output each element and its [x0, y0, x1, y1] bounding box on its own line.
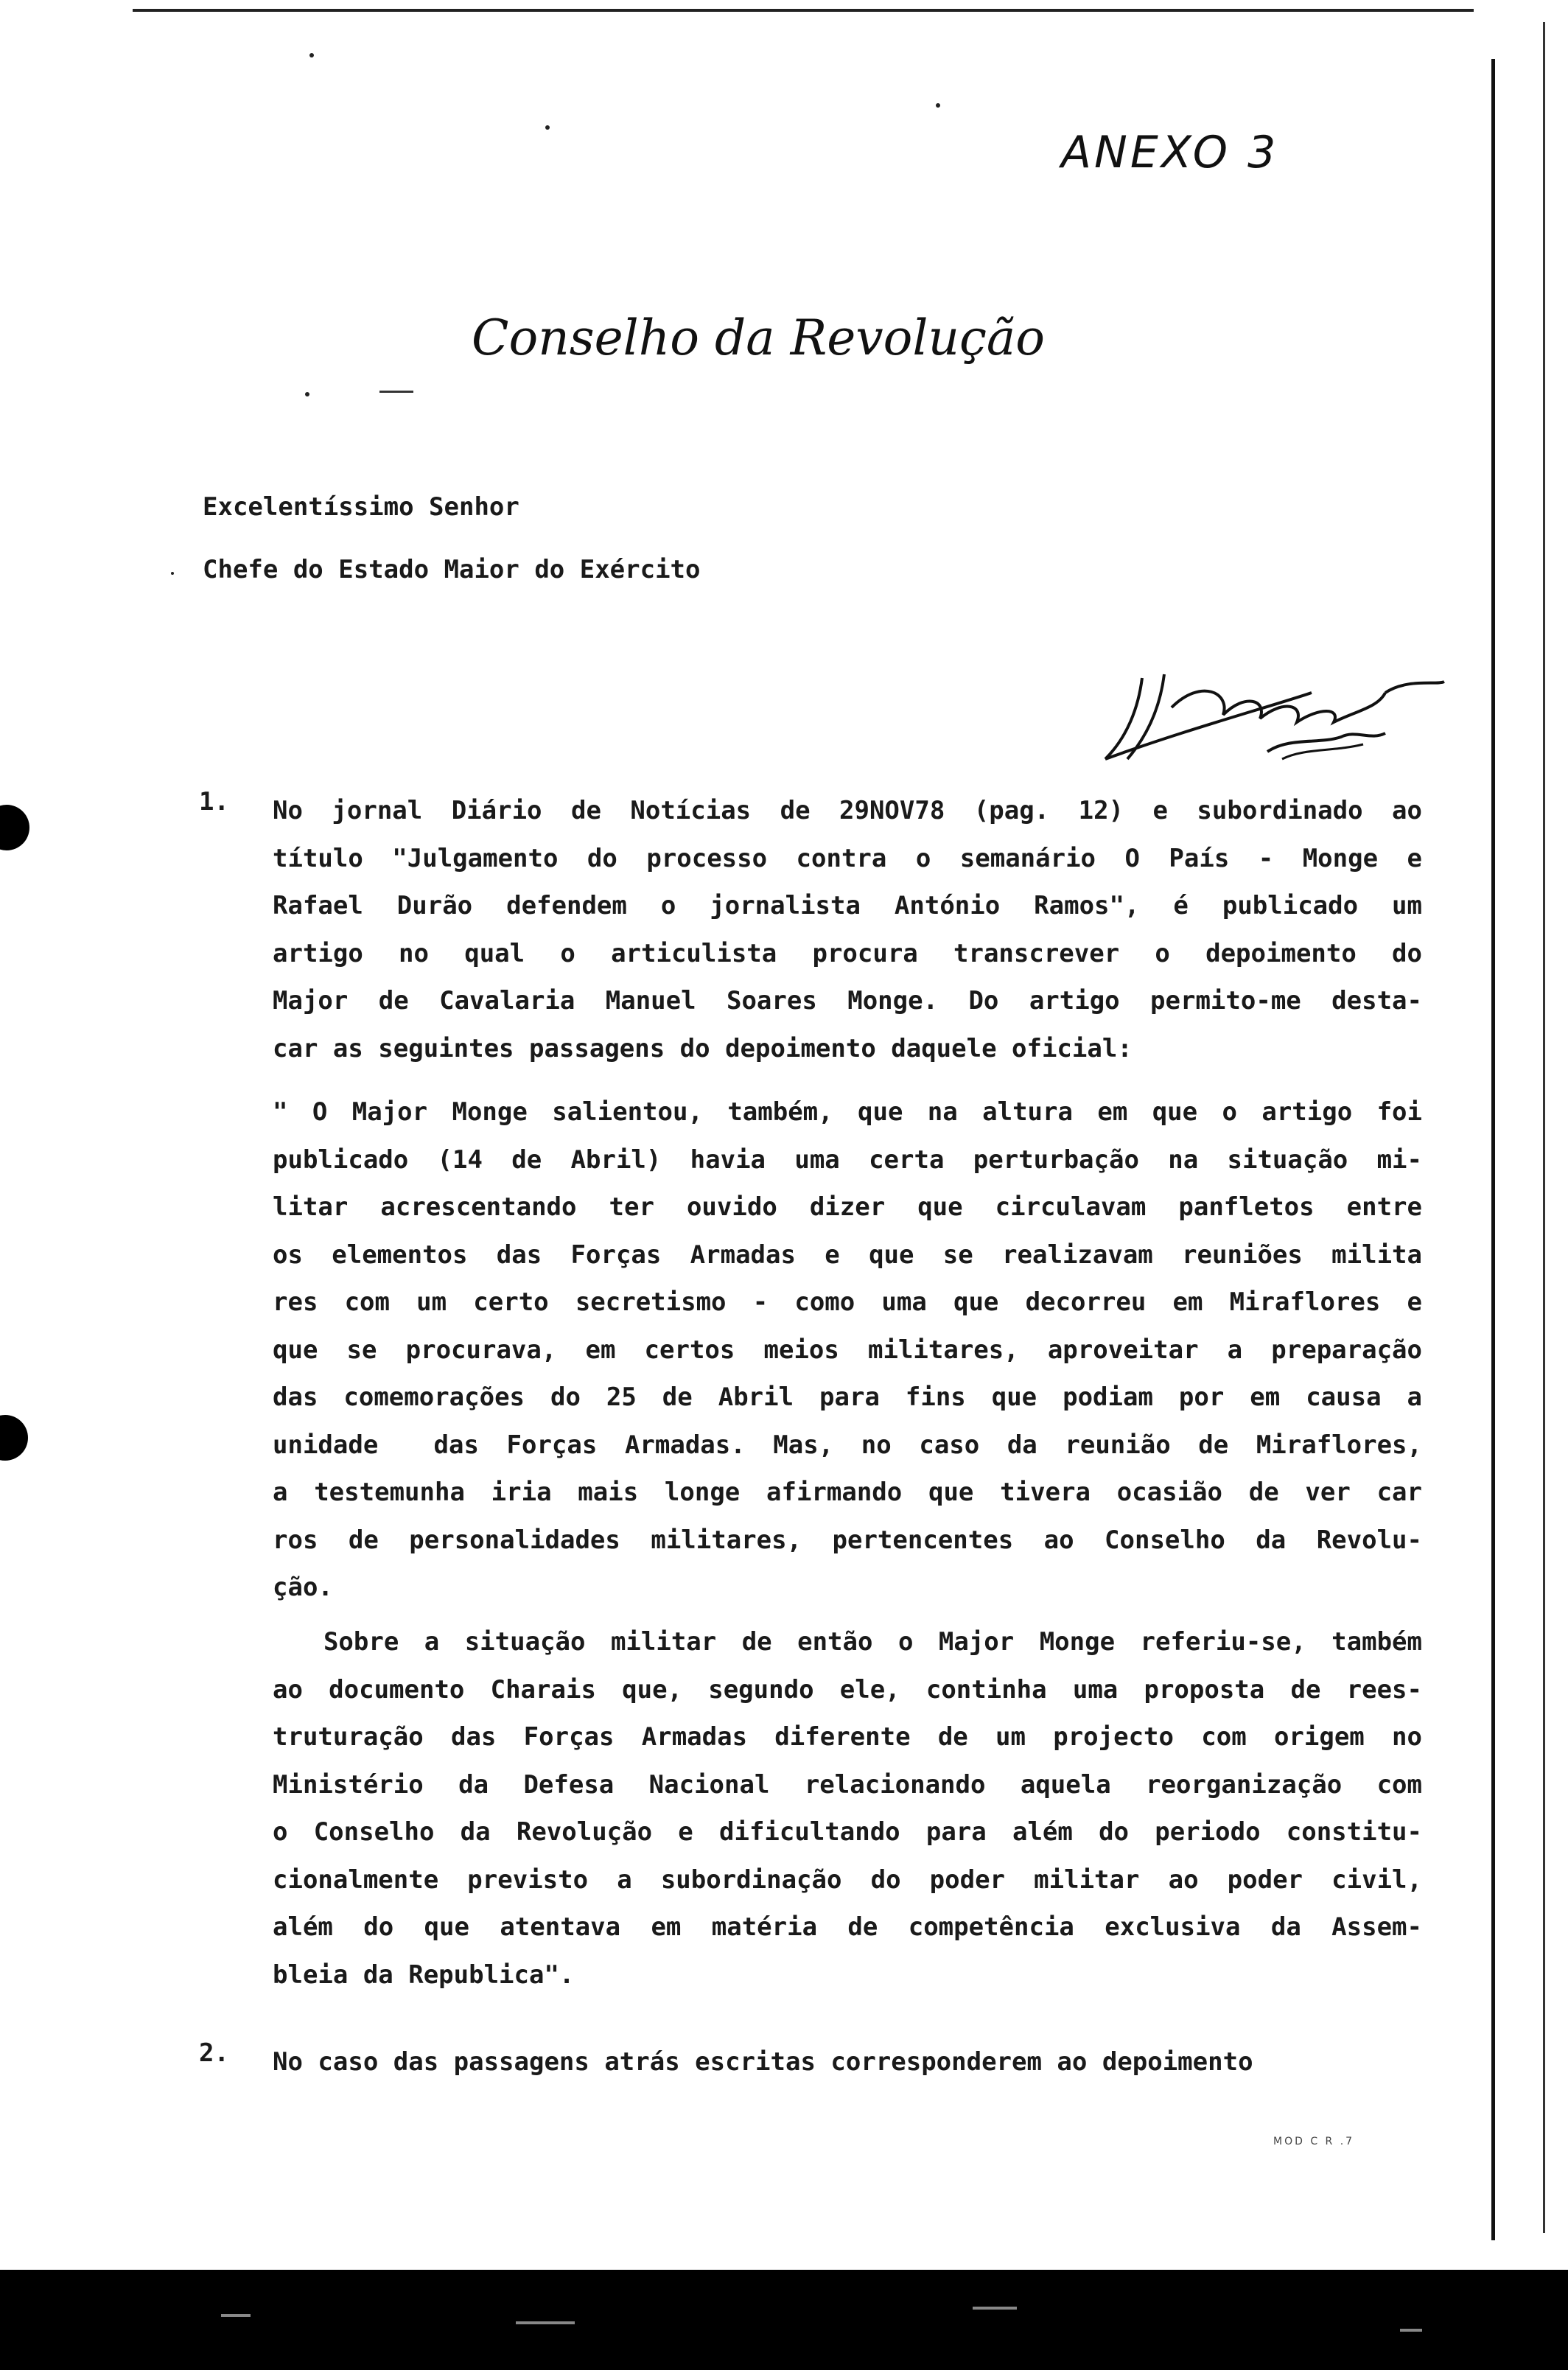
text-line: além do que atentava em matéria de competência exclusiva da Assem-: [273, 1912, 1422, 1942]
scan-dot: [936, 103, 940, 108]
quote-passage-2: [273, 1618, 1422, 1999]
paragraph-1: [273, 787, 1422, 1072]
scan-dot: [171, 572, 174, 575]
salutation-line: Excelentíssimo Senhor: [203, 492, 519, 522]
text-line: a testemunha iria mais longe afirmando que tivera ocasião de ver car: [273, 1478, 1422, 1507]
punch-hole: [0, 1415, 28, 1461]
scan-edge-right: [1491, 59, 1495, 2240]
text-line: unidade das Forças Armadas. Mas, no caso da reunião de Miraflores,: [273, 1430, 1422, 1460]
text-line: No caso das passagens atrás escritas corresponderem ao depoimento: [273, 2047, 1253, 2077]
text-line: No jornal Diário de Notícias de 29NOV78 (pag. 12) e subordinado ao: [273, 796, 1422, 825]
scan-dot: [305, 392, 309, 396]
text-line: ção.: [273, 1573, 333, 1602]
text-line: Ministério da Defesa Nacional relacionando aquela reorganização com: [273, 1769, 1422, 1800]
scan-bottom-band: [0, 2270, 1568, 2370]
text-line: bleia da Republica".: [273, 1960, 575, 1990]
text-line: res com um certo secretismo - como uma que decorreu em Miraflores e: [273, 1287, 1422, 1317]
paragraph-2: [273, 2038, 1422, 2086]
recipient-line: Chefe do Estado Maior do Exército: [203, 555, 701, 584]
text-line: Major de Cavalaria Manuel Soares Monge. Do artigo permito-me desta-: [273, 986, 1422, 1016]
text-line: o Conselho da Revolução e dificultando para além do periodo constitu-: [273, 1817, 1422, 1847]
quote-passage-1: [273, 1088, 1422, 1612]
letterhead-title: Conselho da Revolução: [472, 310, 1046, 366]
punch-hole: [0, 805, 29, 850]
text-line: publicado (14 de Abril) havia uma certa perturbação na situação mi-: [273, 1144, 1422, 1175]
text-line: litar acrescentando ter ouvido dizer que circulavam panfletos entre: [273, 1192, 1422, 1222]
scan-dot: [309, 53, 314, 57]
scan-edge-right-outer: [1543, 22, 1545, 2233]
scan-dot: [545, 125, 550, 130]
paragraph-number: 2.: [199, 2038, 229, 2068]
annex-label: ANEXO 3: [1061, 127, 1279, 178]
letterhead-dash: [379, 391, 413, 393]
text-line: Sobre a situação militar de então o Major Monge referiu-se, também: [273, 1627, 1422, 1657]
text-line: ao documento Charais que, segundo ele, continha uma proposta de rees-: [273, 1674, 1422, 1705]
text-line: cionalmente previsto a subordinação do poder militar ao poder civil,: [273, 1864, 1422, 1895]
text-line: que se procurava, em certos meios militares, aproveitar a preparação: [273, 1335, 1422, 1365]
form-code: MOD C R .7: [1273, 2136, 1355, 2147]
scan-speck: [516, 2321, 575, 2324]
text-line: truturação das Forças Armadas diferente de um projecto com origem no: [273, 1722, 1422, 1752]
scan-edge-top: [133, 9, 1474, 12]
scan-speck: [1400, 2329, 1422, 2332]
scan-speck: [973, 2307, 1017, 2310]
paragraph-number: 1.: [199, 787, 229, 817]
scan-speck: [221, 2314, 251, 2317]
text-line: os elementos das Forças Armadas e que se realizavam reuniões milita: [273, 1240, 1422, 1270]
text-line: das comemorações do 25 de Abril para fins que podiam por em causa a: [273, 1382, 1422, 1412]
signature-mark: [1098, 649, 1452, 766]
text-line: ros de personalidades militares, pertencentes ao Conselho da Revolu-: [273, 1525, 1422, 1555]
text-line: Rafael Durão defendem o jornalista António Ramos", é publicado um: [273, 891, 1422, 920]
text-line: título "Julgamento do processo contra o semanário O País - Monge e: [273, 843, 1422, 873]
text-line: " O Major Monge salientou, também, que na altura em que o artigo foi: [273, 1097, 1422, 1127]
text-line: artigo no qual o articulista procura transcrever o depoimento do: [273, 938, 1422, 968]
text-line: car as seguintes passagens do depoimento daquele oficial:: [273, 1033, 1133, 1063]
